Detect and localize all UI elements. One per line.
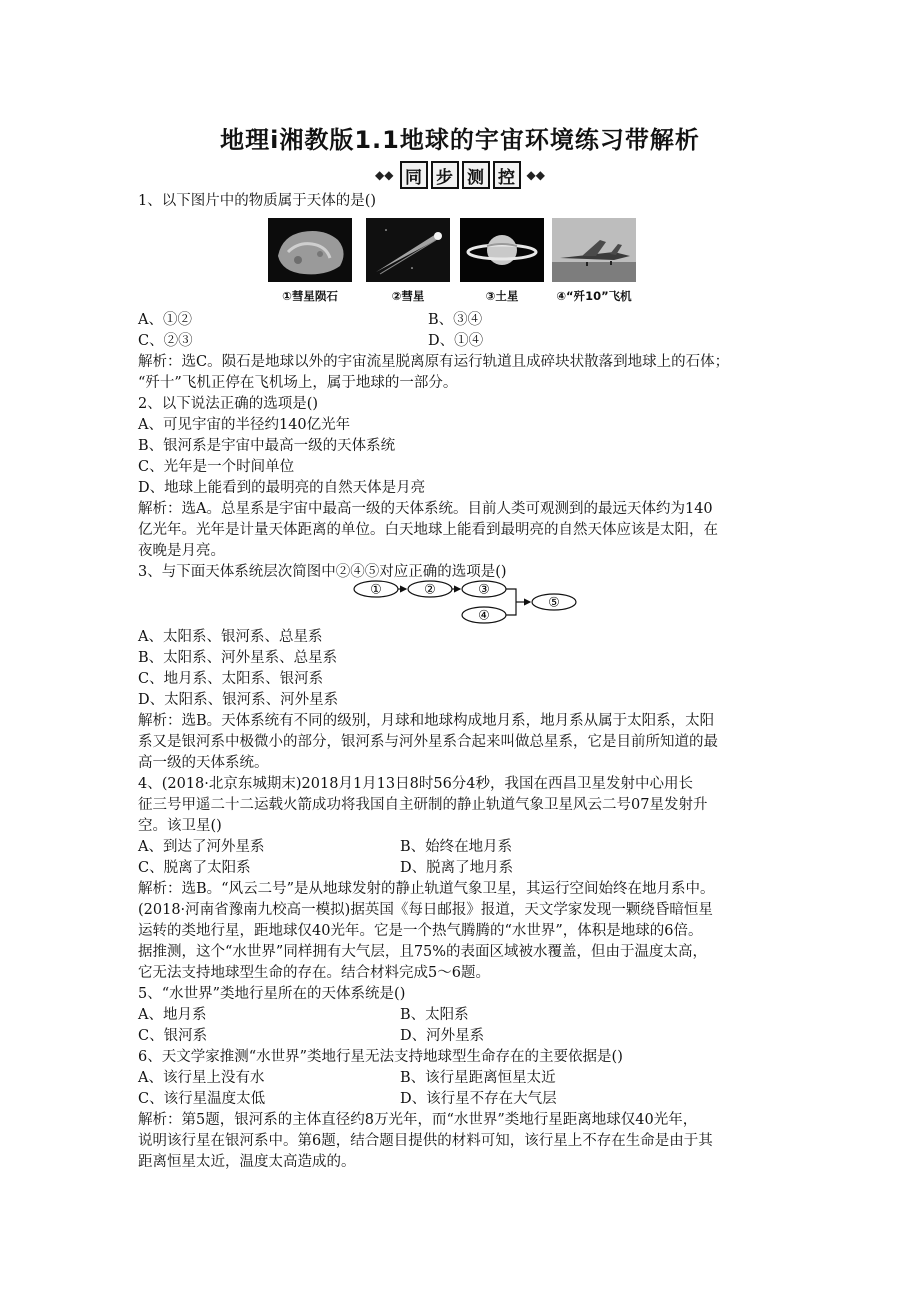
- material-text: (2018·河南省豫南九校高一模拟)据英国《每日邮报》报道，天文学家发现一颗绕昏暗恒星: [138, 902, 713, 918]
- photo-caption: ①彗星陨石: [282, 289, 338, 303]
- q4-option-b: B、始终在地月系: [400, 839, 513, 855]
- q2-stem: 2、以下说法正确的选项是(): [138, 396, 319, 412]
- section-banner: [355, 160, 565, 190]
- q4-option-d: D、脱离了地月系: [400, 860, 514, 876]
- q3-analysis: 解析：选B。天体系统有不同的级别，月球和地球构成地月系，地月系从属于太阳系，太阳: [138, 713, 715, 729]
- q3-option-d: D、太阳系、银河系、河外星系: [138, 692, 339, 708]
- diagram-label: ④: [478, 608, 490, 624]
- banner-char: 步: [431, 161, 459, 189]
- right-ornament: ◆◆: [526, 168, 545, 182]
- q6-option-c: C、该行星温度太低: [138, 1091, 266, 1107]
- diagram-label: ③: [478, 582, 490, 598]
- diagram-label: ②: [424, 582, 436, 598]
- q1-option-c: C、②③: [138, 333, 193, 349]
- q6-analysis: 说明该行星在银河系中。第6题，结合题目提供的材料可知，该行星上不存在生命是由于其: [138, 1133, 713, 1149]
- q1-analysis: “歼十”飞机正停在飞机场上，属于地球的一部分。: [138, 375, 458, 391]
- q1-analysis: 解析：选C。陨石是地球以外的宇宙流星脱离原有运行轨道且成碎块状散落到地球上的石体；: [138, 354, 730, 370]
- q4-option-c: C、脱离了太阳系: [138, 860, 251, 876]
- photo-caption: ②彗星: [391, 289, 425, 303]
- q3-option-c: C、地月系、太阳系、银河系: [138, 671, 324, 687]
- page-title: 地理ⅰ湘教版1.1地球的宇宙环境练习带解析: [220, 126, 700, 154]
- q2-option-c: C、光年是一个时间单位: [138, 459, 295, 475]
- material-text: 它无法支持地球型生命的存在。结合材料完成5～6题。: [138, 965, 490, 981]
- q6-stem: 6、天文学家推测“水世界”类地行星无法支持地球型生命存在的主要依据是(): [138, 1049, 623, 1065]
- q4-option-a: A、到达了河外星系: [138, 839, 265, 855]
- q6-analysis: 距离恒星太近，温度太高造成的。: [138, 1154, 356, 1170]
- saturn-image: [460, 218, 544, 282]
- q6-option-d: D、该行星不存在大气层: [400, 1091, 557, 1107]
- diagram-label: ①: [370, 582, 382, 598]
- material-text: 据推测，这个“水世界”同样拥有大气层，且75%的表面区域被水覆盖，但由于温度太高，: [138, 944, 708, 960]
- q5-stem: 5、“水世界”类地行星所在的天体系统是(): [138, 986, 406, 1002]
- q6-option-a: A、该行星上没有水: [138, 1070, 265, 1086]
- q1-option-d: D、①④: [428, 333, 484, 349]
- q2-analysis: 夜晚是月亮。: [138, 543, 225, 559]
- q3-option-a: A、太阳系、银河系、总星系: [138, 629, 323, 645]
- q6-analysis: 解析：第5题，银河系的主体直径约8万光年，而“水世界”类地行星距离地球仅40光年，: [138, 1112, 698, 1128]
- banner-char: 同: [400, 161, 428, 189]
- q3-analysis: 系又是银河系中极微小的部分，银河系与河外星系合起来叫做总星系，它是目前所知道的最: [138, 734, 718, 750]
- q2-option-a: A、可见宇宙的半径约140亿光年: [138, 417, 351, 433]
- q4-stem: 4、(2018·北京东城期末)2018月1月13日8时56分4秒，我国在西昌卫星发射中心用长: [138, 776, 694, 792]
- q1-stem: 1、以下图片中的物质属于天体的是(): [138, 193, 377, 209]
- q5-option-a: A、地月系: [138, 1007, 207, 1023]
- banner-chars: [400, 161, 521, 189]
- q2-analysis: 亿光年。光年是计量天体距离的单位。白天地球上能看到最明亮的自然天体应该是太阳，在: [138, 522, 718, 538]
- q4-analysis: 解析：选B。“风云二号”是从地球发射的静止轨道气象卫星，其运行空间始终在地月系中。: [138, 881, 715, 897]
- q3-stem: 3、与下面天体系统层次简图中②④⑤对应正确的选项是(): [138, 564, 507, 580]
- q2-analysis: 解析：选A。总星系是宇宙中最高一级的天体系统。目前人类可观测到的最远天体约为140: [138, 501, 713, 517]
- material-text: 运转的类地行星，距地球仅40光年。它是一个热气腾腾的“水世界”，体积是地球的6倍。: [138, 923, 703, 939]
- q6-option-b: B、该行星距离恒星太近: [400, 1070, 556, 1086]
- photo-caption: ③土星: [485, 289, 519, 303]
- q1-photos: [268, 218, 658, 304]
- comet-image: [366, 218, 450, 282]
- q4-stem: 征三号甲遥二十二运载火箭成功将我国自主研制的静止轨道气象卫星风云二号07星发射升: [138, 797, 708, 813]
- left-ornament: ◆◆: [375, 168, 394, 182]
- fighter-jet-image: [552, 218, 636, 282]
- q5-option-c: C、银河系: [138, 1028, 208, 1044]
- q4-stem: 空。该卫星(): [138, 818, 222, 834]
- q2-option-d: D、地球上能看到的最明亮的自然天体是月亮: [138, 480, 426, 496]
- q3-analysis: 高一级的天体系统。: [138, 755, 269, 771]
- banner-char: 测: [462, 161, 490, 189]
- banner-char: 控: [493, 161, 521, 189]
- q1-option-a: A、①②: [138, 312, 192, 328]
- q5-option-d: D、河外星系: [400, 1028, 485, 1044]
- celestial-hierarchy-diagram: [352, 578, 582, 626]
- diagram-label: ⑤: [548, 595, 560, 611]
- q1-option-b: B、③④: [428, 312, 483, 328]
- q3-option-b: B、太阳系、河外星系、总星系: [138, 650, 338, 666]
- q5-option-b: B、太阳系: [400, 1007, 469, 1023]
- meteorite-image: [268, 218, 352, 282]
- q2-option-b: B、银河系是宇宙中最高一级的天体系统: [138, 438, 396, 454]
- photo-caption: ④“歼10”飞机: [556, 289, 632, 303]
